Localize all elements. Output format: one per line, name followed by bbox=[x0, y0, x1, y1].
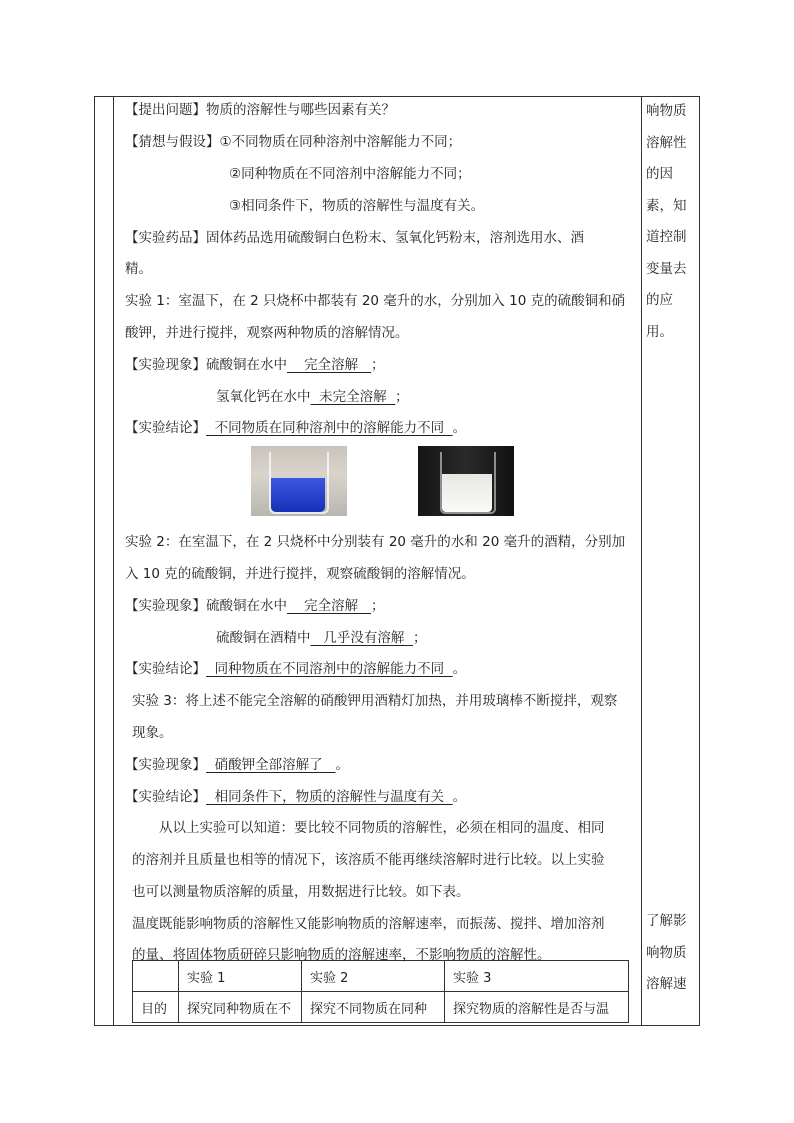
side-note-top: 响物质 溶解性 的因 素，知 道控制 变量去 的应 用。 bbox=[646, 103, 687, 340]
table-cell: 探究物质的溶解性是否与温 bbox=[445, 992, 629, 1023]
summary-paragraph-line: 也可以测量物质溶解的质量，用数据进行比较。如下表。 bbox=[132, 884, 470, 900]
table-cell: 实验 1 bbox=[179, 961, 302, 992]
table-cell: 探究不同物质在同种 bbox=[302, 992, 445, 1023]
hypothesis-line: 【猜想与假设】①不同物质在同种溶剂中溶解能力不同； bbox=[125, 134, 462, 150]
conclusion-line: 【实验结论】 同种物质在不同溶剂中的溶解能力不同 。 bbox=[125, 661, 467, 677]
experiment1-line: 酸钾，并进行搅拌，观察两种物质的溶解情况。 bbox=[125, 325, 409, 341]
experiment3-line: 实验 3：将上述不能完全溶解的硝酸钾用酒精灯加热，并用玻璃棒不断搅拌，观察 bbox=[132, 693, 618, 709]
phenomenon-line: 【实验现象】硫酸铜在水中 完全溶解 ； bbox=[125, 598, 385, 614]
table-row bbox=[133, 992, 629, 1023]
phenomenon-line: 【实验现象】 硝酸钾全部溶解了 。 bbox=[125, 757, 349, 773]
summary-paragraph-line: 的溶剂并且质量也相等的情况下，该溶质不能再继续溶解时进行比较。以上实验 bbox=[132, 852, 605, 868]
summary-paragraph-line: 从以上实验可以知道：要比较不同物质的溶解性，必须在相同的温度、相同 bbox=[159, 820, 605, 836]
table-cell: 探究同种物质在不 bbox=[179, 992, 302, 1023]
experiment1-line: 实验 1：室温下，在 2 只烧杯中都装有 20 毫升的水，分别加入 10 克的硫酸铜和硝 bbox=[125, 293, 626, 309]
hypothesis-line: ③相同条件下，物质的溶解性与温度有关。 bbox=[229, 198, 485, 214]
phenomenon-line: 氢氧化钙在水中 未完全溶解 ； bbox=[216, 389, 409, 405]
blue-solution-beaker-image bbox=[251, 446, 347, 516]
experiment2-line: 入 10 克的硫酸铜，并进行搅拌，观察硫酸铜的溶解情况。 bbox=[125, 566, 475, 582]
phenomenon-line: 【实验现象】硫酸铜在水中 完全溶解 ； bbox=[125, 357, 385, 373]
phenomenon-line: 硫酸铜在酒精中 几乎没有溶解 ； bbox=[216, 630, 427, 646]
question-line: 【提出问题】物质的溶解性与哪些因素有关？ bbox=[125, 102, 395, 118]
table-cell bbox=[133, 961, 179, 992]
table-cell: 实验 2 bbox=[302, 961, 445, 992]
summary-paragraph-line: 的量、将固体物质研碎只影响物质的溶解速率，不影响物质的溶解性。 bbox=[132, 947, 551, 963]
experiment3-line: 现象。 bbox=[132, 725, 173, 741]
reagents-line: 精。 bbox=[125, 261, 152, 277]
white-suspension-beaker-image bbox=[418, 446, 514, 516]
summary-paragraph-line: 温度既能影响物质的溶解性又能影响物质的溶解速率，而振荡、搅拌、增加溶剂 bbox=[132, 916, 605, 932]
experiment2-line: 实验 2：在室温下，在 2 只烧杯中分别装有 20 毫升的水和 20 毫升的酒精，分别加 bbox=[125, 534, 626, 550]
left-divider bbox=[113, 96, 114, 1026]
table-cell: 目的 bbox=[133, 992, 179, 1023]
hypothesis-line: ②同种物质在不同溶剂中溶解能力不同； bbox=[229, 166, 471, 182]
side-note-bottom: 了解影 响物质 溶解速 bbox=[646, 913, 687, 992]
conclusion-line: 【实验结论】 相同条件下，物质的溶解性与温度有关 。 bbox=[125, 789, 467, 805]
experiment-table bbox=[132, 960, 629, 1023]
table-header-row bbox=[133, 961, 629, 992]
conclusion-line: 【实验结论】 不同物质在同种溶剂中的溶解能力不同 。 bbox=[125, 420, 467, 436]
table-cell: 实验 3 bbox=[445, 961, 629, 992]
reagents-line: 【实验药品】固体药品选用硫酸铜白色粉末、氢氧化钙粉末，溶剂选用水、酒 bbox=[125, 230, 584, 246]
right-divider bbox=[641, 96, 642, 1026]
